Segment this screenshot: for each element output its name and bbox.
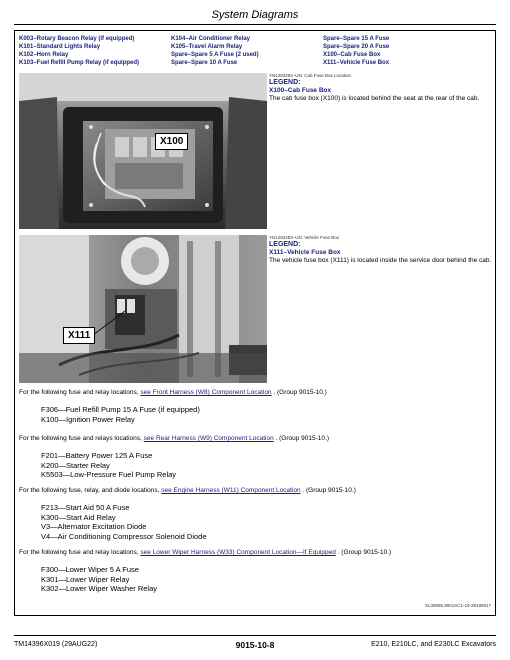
list-item: K5503—Low-Pressure Fuel Pump Relay bbox=[41, 470, 177, 479]
list-item: K100—Ignition Power Relay bbox=[41, 414, 135, 424]
image-id: YN1283283–UN: Vehicle Fuse Box bbox=[269, 235, 340, 240]
list-item: K300—Start Aid Relay bbox=[41, 512, 116, 522]
cab-fuse-box-illustration bbox=[19, 73, 267, 229]
legend-item: X100–Cab Fuse Box bbox=[269, 87, 332, 94]
list-item: K302—Lower Wiper Washer Relay bbox=[41, 584, 158, 593]
intro-text: For the following fuse and relays locations, bbox=[19, 435, 142, 442]
document-code: XL38995,9001SC1-19-28199917 bbox=[424, 603, 491, 608]
list-item: F306—Fuel Refill Pump 15 A Fuse (if equipped) bbox=[41, 405, 200, 414]
group-reference: . (Group 9015-10.) bbox=[275, 435, 330, 442]
page-header bbox=[14, 8, 496, 25]
relay-item: K101–Standard Lights Relay bbox=[19, 44, 101, 50]
page-title: System Diagrams bbox=[211, 9, 299, 21]
group-reference: . (Group 9015-10.) bbox=[302, 487, 356, 494]
list-item: K200—Starter Relay bbox=[41, 460, 110, 470]
front-harness-link[interactable]: see Front Harness (W8) Component Location bbox=[140, 389, 272, 396]
rear-harness-link[interactable]: see Rear Harness (W9) Component Location bbox=[143, 435, 274, 442]
relay-item: K105–Travel Alarm Relay bbox=[171, 44, 243, 50]
relay-item: Spare–Spare 15 A Fuse bbox=[323, 36, 390, 42]
vehicle-fuse-box-illustration bbox=[19, 235, 267, 383]
relay-column-2 bbox=[171, 35, 259, 67]
relay-column-3 bbox=[323, 35, 389, 67]
vehicle-fuse-box-caption bbox=[269, 235, 495, 265]
footer-page-number: 9015-10-8 bbox=[235, 640, 275, 650]
footer-model-names: E210, E210LC, and E230LC Excavators bbox=[371, 641, 496, 648]
section-intro bbox=[19, 487, 493, 495]
x100-callout: X100 bbox=[155, 133, 188, 150]
relay-item: K102–Horn Relay bbox=[19, 52, 69, 58]
location-description: The vehicle fuse box (X111) is located inside the service door behind the cab. bbox=[269, 257, 492, 264]
section-intro bbox=[19, 435, 493, 443]
group-reference: . (Group 9015-10.) bbox=[337, 549, 392, 556]
footer-divider bbox=[14, 635, 496, 636]
relay-item: Spare–Spare 10 A Fuse bbox=[171, 60, 238, 66]
relay-item: Spare–Spare 5 A Fuse (2 used) bbox=[171, 52, 259, 58]
legend-title: LEGEND: bbox=[269, 79, 301, 86]
footer-manual-id: TM14396X019 (29AUG22) bbox=[14, 641, 98, 648]
component-list bbox=[41, 565, 157, 594]
content-frame bbox=[14, 30, 496, 616]
relay-column-1 bbox=[19, 35, 139, 67]
location-description: The cab fuse box (X100) is located behind the seat at the rear of the cab. bbox=[269, 95, 480, 102]
component-list bbox=[41, 451, 176, 480]
group-reference: . (Group 9015-10.) bbox=[273, 389, 327, 396]
list-item: F201—Battery Power 125 A Fuse bbox=[41, 451, 153, 460]
relay-item: K104–Air Conditioner Relay bbox=[171, 36, 251, 42]
intro-text: For the following fuse and relay locations, bbox=[19, 389, 139, 396]
x111-callout: X111 bbox=[63, 327, 95, 344]
relay-item: Spare–Spare 20 A Fuse bbox=[323, 44, 390, 50]
list-item: V4—Air Conditioning Compressor Solenoid Diode bbox=[41, 531, 207, 541]
engine-harness-link[interactable]: see Engine Harness (W11) Component Location bbox=[161, 487, 301, 494]
relay-item: K003–Rotary Beacon Relay (if equipped) bbox=[19, 36, 135, 42]
intro-text: For the following fuse and relay locations, bbox=[19, 549, 139, 556]
relay-item: X100–Cab Fuse Box bbox=[323, 52, 381, 58]
legend-item: X111–Vehicle Fuse Box bbox=[269, 249, 341, 256]
relay-item: K103–Fuel Refill Pump Relay (if equipped) bbox=[19, 60, 140, 66]
section-intro bbox=[19, 549, 493, 557]
lower-wiper-harness-link[interactable]: see Lower Wiper Harness (W33) Component Location—If Equipped bbox=[140, 549, 336, 556]
cab-fuse-box-photo bbox=[19, 73, 267, 229]
component-list bbox=[41, 503, 207, 541]
image-id: YN1283282–UN: Cab Fuse Box Location bbox=[269, 73, 352, 78]
section-intro bbox=[19, 389, 493, 397]
relay-item: X111–Vehicle Fuse Box bbox=[323, 60, 390, 66]
list-item: F300—Lower Wiper 5 A Fuse bbox=[41, 565, 139, 574]
vehicle-fuse-box-photo bbox=[19, 235, 267, 383]
intro-text: For the following fuse, relay, and diode locations, bbox=[19, 487, 160, 494]
list-item: V3—Alternator Excitation Diode bbox=[41, 522, 147, 531]
cab-fuse-box-caption bbox=[269, 73, 495, 103]
component-list bbox=[41, 405, 200, 424]
legend-title: LEGEND: bbox=[269, 241, 301, 248]
list-item: K301—Lower Wiper Relay bbox=[41, 574, 130, 584]
list-item: F213—Start Aid 50 A Fuse bbox=[41, 503, 130, 512]
